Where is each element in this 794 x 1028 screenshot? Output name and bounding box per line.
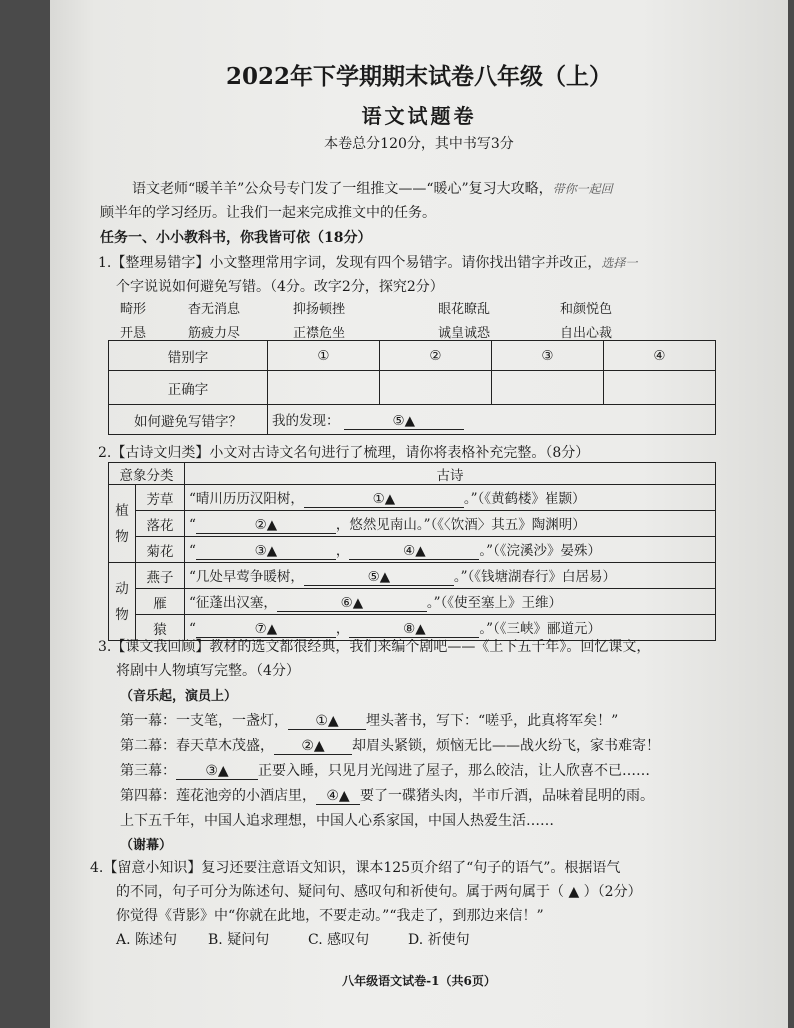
table-cell: ④ — [603, 341, 715, 371]
discovery-cell[interactable]: 我的发现： ⑤▲ — [268, 405, 716, 435]
image-item: 菊花 — [136, 537, 185, 563]
q1-word: 开恳 — [120, 326, 147, 341]
answer-blank[interactable]: ①▲ — [304, 491, 464, 508]
page-footer: 八年级语文试卷-1（共6页） — [342, 974, 496, 988]
act-line: 第四幕：莲花池旁的小酒店里， ④▲ 要了一碟猪头肉，半市斤酒，品味着昆明的雨。 — [120, 788, 654, 804]
q4-line-3: 你觉得《背影》中“你就在此地，不要走动。”“我走了，到那边来信！” — [116, 908, 544, 924]
table-label: 正确字 — [109, 371, 268, 405]
stage-direction: （谢幕） — [120, 838, 173, 853]
act-line: 第三幕： ③▲ 正要入睡，只见月光闯进了屋子，那么皎洁，让人欣喜不已…… — [120, 763, 650, 779]
q2-poetry-table — [108, 462, 716, 641]
option-c[interactable]: C. 感叹句 — [308, 932, 370, 948]
image-item: 雁 — [136, 589, 185, 615]
handwriting-note: 带你一起回 — [552, 182, 613, 196]
table-header: 古诗 — [185, 463, 716, 485]
intro-line-1: 语文老师“暖羊羊”公众号专门发了一组推文——“暖心”复习大攻略，带你一起回 — [132, 181, 613, 197]
answer-cell[interactable] — [268, 371, 380, 405]
q4-line-1: 4.【留意小知识】复习还要注意语文知识，课本125页介绍了“句子的语气”。根据语气 — [90, 860, 621, 876]
poem-cell: “ ②▲ ，悠然见南山。”（《〈饮酒〉其五》陶渊明） — [185, 511, 716, 537]
answer-blank[interactable]: ④▲ — [316, 788, 360, 805]
intro-line-2: 顾半年的学习经历。让我们一起来完成推文中的任务。 — [100, 205, 436, 221]
q2-line-1: 2.【古诗文归类】小文对古诗文名句进行了梳理，请你将表格补充完整。（8分） — [98, 445, 590, 461]
q1-word: 畸形 — [120, 302, 147, 317]
answer-cell[interactable] — [491, 371, 603, 405]
q3-closing: 上下五千年，中国人追求理想，中国人心系家国，中国人热爱生活…… — [120, 813, 554, 829]
poem-cell: “晴川历历汉阳树， ①▲ 。”（《黄鹤楼》崔颢） — [185, 485, 716, 511]
table-cell: ② — [379, 341, 491, 371]
q1-word: 抑扬顿挫 — [293, 302, 346, 317]
handwriting-note: 选择一 — [601, 256, 638, 270]
answer-blank[interactable]: ⑥▲ — [277, 595, 427, 612]
table-header: 意象分类 — [109, 463, 185, 485]
answer-blank[interactable]: ⑦▲ — [196, 621, 336, 638]
poem-cell: “ ③▲ ， ④▲ 。”（《浣溪沙》晏殊） — [185, 537, 716, 563]
score-note: 本卷总分120分，其中书写3分 — [324, 136, 514, 152]
q1-answer-table — [108, 340, 716, 435]
q1-line-1: 1.【整理易错字】小文整理常用字词，发现有四个易错字。请你找出错字并改正，选择一 — [98, 255, 638, 271]
q1-word: 正襟危坐 — [293, 326, 346, 341]
q1-line-2: 个字说说如何避免写错。（4分。改字2分，探究2分） — [116, 279, 444, 295]
poem-cell: “征蓬出汉塞， ⑥▲ 。”（《使至塞上》王维） — [185, 589, 716, 615]
image-item: 落花 — [136, 511, 185, 537]
image-item: 猿 — [136, 615, 185, 641]
task1-heading: 任务一、小小教科书，你我皆可依（18分） — [100, 230, 372, 246]
answer-blank[interactable]: ⑧▲ — [349, 621, 479, 638]
answer-cell[interactable] — [379, 371, 491, 405]
q4-line-2: 的不同，句子可分为陈述句、疑问句、感叹句和祈使句。属于两句属于（ ▲ ）（2分） — [116, 884, 642, 900]
answer-blank[interactable]: ①▲ — [288, 713, 366, 730]
poem-cell: “ ⑦▲ ， ⑧▲ 。”（《三峡》郦道元） — [185, 615, 716, 641]
answer-cell[interactable] — [603, 371, 715, 405]
stage-direction: （音乐起，演员上） — [120, 689, 238, 704]
answer-blank[interactable]: ②▲ — [196, 517, 336, 534]
table-cell: ① — [268, 341, 380, 371]
q3-line-2: 将剧中人物填写完整。（4分） — [116, 663, 300, 679]
q1-word: 杳无消息 — [188, 302, 241, 317]
table-label: 错别字 — [109, 341, 268, 371]
option-b[interactable]: B. 疑问句 — [208, 932, 270, 948]
answer-blank[interactable]: ③▲ — [176, 763, 258, 780]
act-line: 第一幕：一支笔，一盏灯， ①▲ 埋头著书，写下：“嗟乎，此真将军矣！” — [120, 713, 619, 729]
group-label: 植物 — [109, 485, 136, 563]
answer-blank[interactable]: ⑤▲ — [344, 413, 464, 430]
q3-line-1: 3.【课文我回顾】教材的选文都很经典，我们来编个剧吧——《上下五千年》。回忆课文， — [98, 639, 651, 655]
answer-blank[interactable]: ②▲ — [274, 738, 352, 755]
q1-word: 和颜悦色 — [560, 302, 613, 317]
poem-cell: “几处早莺争暖树， ⑤▲ 。”（《钱塘湖春行》白居易） — [185, 563, 716, 589]
q1-word: 诚皇诚恐 — [438, 326, 491, 341]
image-item: 芳草 — [136, 485, 185, 511]
act-line: 第二幕：春天草木茂盛， ②▲ 却眉头紧锁，烦恼无比——战火纷飞，家书难寄！ — [120, 738, 660, 754]
table-cell: ③ — [491, 341, 603, 371]
answer-blank[interactable]: ⑤▲ — [304, 569, 454, 586]
exam-subtitle: 语文试题卷 — [361, 104, 477, 128]
answer-blank[interactable]: ④▲ — [349, 543, 479, 560]
q1-word: 筋疲力尽 — [188, 326, 241, 341]
image-item: 燕子 — [136, 563, 185, 589]
q1-word: 自出心裁 — [560, 326, 613, 341]
option-d[interactable]: D. 祈使句 — [408, 932, 470, 948]
table-label: 如何避免写错字？ — [109, 405, 268, 435]
option-a[interactable]: A. 陈述句 — [116, 932, 178, 948]
exam-title: 2022年下学期期末试卷八年级（上） — [225, 63, 612, 90]
exam-paper — [50, 0, 788, 1028]
q1-word: 眼花瞭乱 — [438, 302, 491, 317]
group-label: 动物 — [109, 563, 136, 641]
answer-blank[interactable]: ③▲ — [196, 543, 336, 560]
